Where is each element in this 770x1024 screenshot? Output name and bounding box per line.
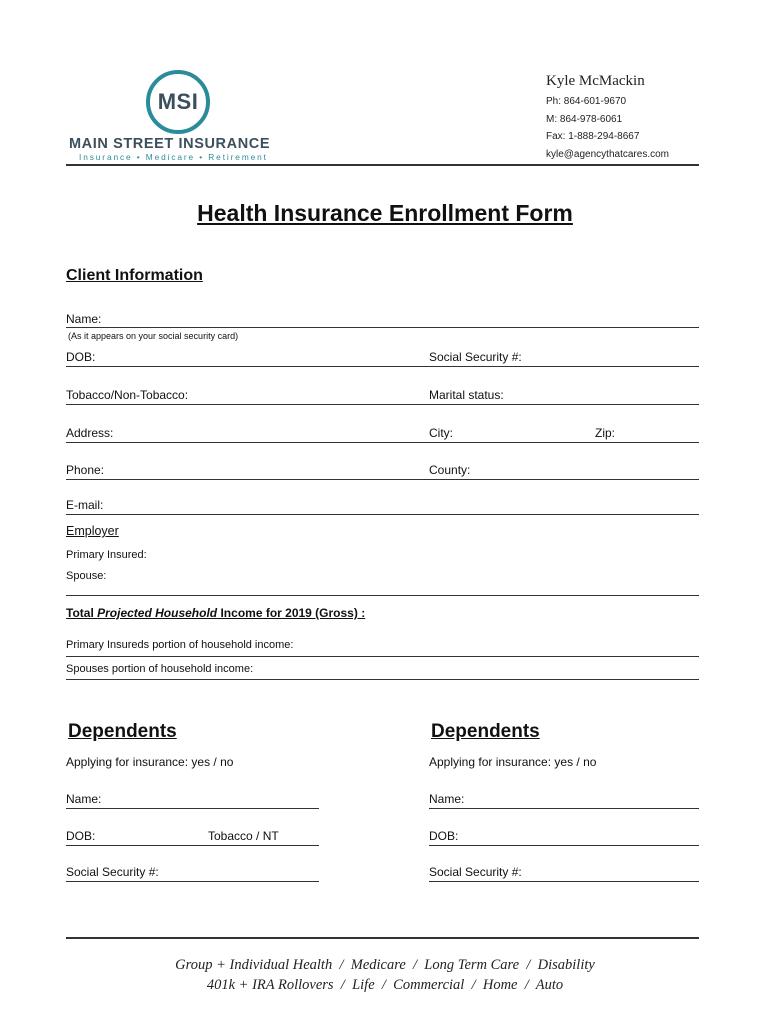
dependent-name-label-right: Name: xyxy=(429,792,465,806)
tobacco-label: Tobacco/Non-Tobacco: xyxy=(66,388,189,402)
dependent-ssn-label-right: Social Security #: xyxy=(429,865,522,879)
county-label: County: xyxy=(429,463,471,477)
contact-fax: Fax: 1-888-294-8667 xyxy=(546,131,640,142)
dependent-ssn-field-left[interactable] xyxy=(66,881,319,882)
dob-label: DOB: xyxy=(66,350,96,364)
primary-insured-label: Primary Insured: xyxy=(66,549,147,561)
city-label: City: xyxy=(429,426,453,440)
contact-mobile: M: 864-978-6061 xyxy=(546,114,623,125)
dependent-applying-left: Applying for insurance: yes / no xyxy=(66,755,234,769)
name-note: (As it appears on your social security card) xyxy=(68,331,239,341)
email-field[interactable] xyxy=(66,514,699,515)
ssn-label: Social Security #: xyxy=(429,350,522,364)
address-field[interactable] xyxy=(66,442,699,443)
income-suffix: Income for 2019 (Gross) : xyxy=(217,606,366,620)
dependent-name-field-right[interactable] xyxy=(429,808,699,809)
dependent-ssn-field-right[interactable] xyxy=(429,881,699,882)
dependent-applying-right: Applying for insurance: yes / no xyxy=(429,755,597,769)
phone-label: Phone: xyxy=(66,463,105,477)
dependent-name-field-left[interactable] xyxy=(66,808,319,809)
income-emphasis: Projected Household xyxy=(97,606,218,620)
logo-tagline: Insurance • Medicare • Retirement xyxy=(79,152,268,162)
name-field[interactable] xyxy=(66,327,699,328)
dependent-dob-field-right[interactable] xyxy=(429,845,699,846)
footer-divider xyxy=(66,937,699,939)
income-prefix: Total xyxy=(66,606,98,620)
employer-field[interactable] xyxy=(66,595,699,596)
spouse-label: Spouse: xyxy=(66,570,107,582)
footer-line-2: 401k + IRA Rollovers / Life / Commercial / Home / Auto xyxy=(206,977,564,993)
dob-ssn-field[interactable] xyxy=(66,366,699,367)
logo-name: MAIN STREET INSURANCE xyxy=(69,136,271,152)
tobacco-marital-field[interactable] xyxy=(66,404,699,405)
dependents-heading-right: Dependents xyxy=(431,721,540,742)
email-label: E-mail: xyxy=(66,498,104,512)
employer-heading: Employer xyxy=(66,524,119,538)
spouse-income-field[interactable] xyxy=(66,679,699,680)
address-label: Address: xyxy=(66,426,114,440)
dependent-name-label-left: Name: xyxy=(66,792,102,806)
footer-line-1: Group + Individual Health / Medicare / Long Term Care / Disability xyxy=(175,957,595,973)
phone-county-field[interactable] xyxy=(66,479,699,480)
form-title: Health Insurance Enrollment Form xyxy=(197,200,573,226)
primary-income-label: Primary Insureds portion of household income: xyxy=(66,639,294,651)
primary-income-field[interactable] xyxy=(66,656,699,657)
spouse-income-label: Spouses portion of household income: xyxy=(66,663,254,675)
name-label: Name: xyxy=(66,312,102,326)
dependent-tobacco-label-left: Tobacco / NT xyxy=(208,829,279,843)
dependent-ssn-label-left: Social Security #: xyxy=(66,865,159,879)
contact-name: Kyle McMackin xyxy=(546,73,645,89)
dependents-heading-left: Dependents xyxy=(68,721,177,742)
header-divider xyxy=(66,164,699,166)
dependent-dob-label-right: DOB: xyxy=(429,829,459,843)
logo-emblem xyxy=(146,70,210,134)
contact-email: kyle@agencythatcares.com xyxy=(546,149,669,160)
marital-label: Marital status: xyxy=(429,388,504,402)
dependent-dob-field-left[interactable] xyxy=(66,845,319,846)
income-heading xyxy=(66,606,365,620)
logo-abbr: MSI xyxy=(157,89,199,114)
contact-phone: Ph: 864-601-9670 xyxy=(546,96,627,107)
client-info-heading: Client Information xyxy=(66,267,203,284)
zip-label: Zip: xyxy=(595,426,616,440)
dependent-dob-label-left: DOB: xyxy=(66,829,96,843)
